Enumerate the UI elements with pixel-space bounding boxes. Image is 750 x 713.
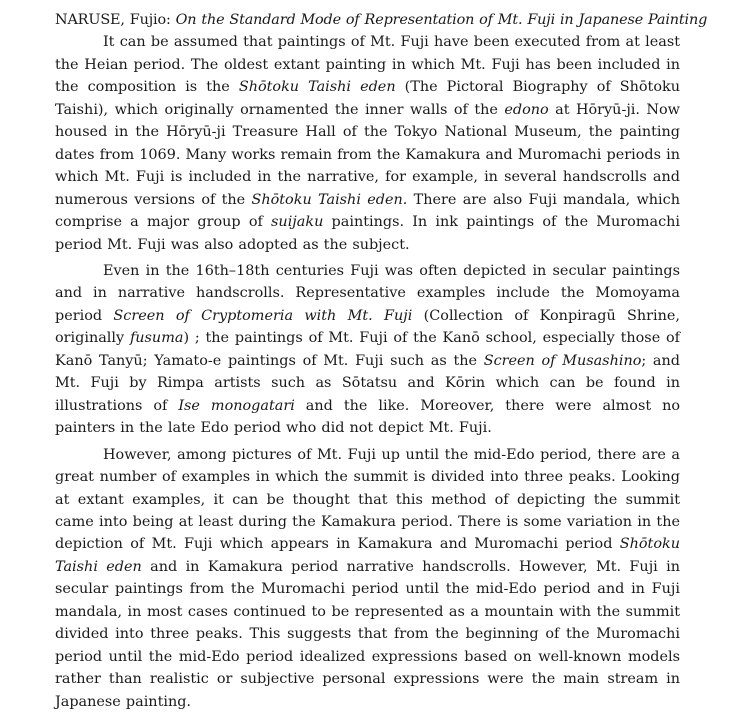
article-title: On the Standard Mode of Representation of Mt. Fuji in Japanese Painting [175,12,708,28]
heading-separator: : [166,12,176,28]
author-name: NARUSE, Fujio [55,12,166,28]
text-run: Even in the 16th–18th centuries Fuji was often depicted in secular paintings and in narrative handscrolls. Representative examples include the Momoyama period [55,262,680,324]
italic-term: Shōtoku Taishi eden. [251,191,408,208]
article [55,9,708,713]
text-run: (Collection of Konpiragū Shrine, originally [55,307,680,347]
italic-term: edono [504,101,549,118]
italic-term: Screen of Musashino [483,352,642,369]
text-run: (The Pictoral Biography of Shōtoku Taishi), which originally ornamented the inner walls of the [55,79,680,118]
text-run: ; and Mt. Fuji by Rimpa artists such as Sōtatsu and Kōrin which can be found in illustrations of [55,352,680,414]
text-run: and in Kamakura period narrative handscrolls. However, Mt. Fuji in secular paintings from the Muromachi period until the mid-Edo period and in Fuji mandala, in most cases continued to be represented as a mountain with the summit divided into three peaks. This suggests that from the beginning of the Muromachi period until the mid-Edo period idealized expressions based on well-known models rather than realistic or subjective personal expressions were the main stream in Japanese painting. [55,558,680,710]
italic-term: Shōtoku Taishi eden [55,536,680,575]
text-run: at Hōryū-ji. Now housed in the Hōryū-ji Treasure Hall of the Tokyo National Museum, the painting dates from 1069. Many works remain from the Kamakura and Muromachi periods in which Mt. Fuji is included in the narrative, for example, in several handscrolls and numerous versions of the [55,101,680,208]
text-run: ) ; the paintings of Mt. Fuji of the Kanō school, especially those of Kanō Tanyū; Yamato-e paintings of Mt. Fuji such as the [55,330,680,369]
text-run: It can be assumed that paintings of Mt. Fuji have been executed from at least the Heian period. The oldest extant painting in which Mt. Fuji has been included in the composition is the [55,34,680,96]
article-heading [55,9,708,31]
italic-term: Screen of Cryptomeria with Mt. Fuji [113,307,413,324]
text-run: However, among pictures of Mt. Fuji up until the mid-Edo period, there are a great number of examples in which the summit is divided into three peaks. Looking at extant examples, it can be thought that this method of depicting the summit came into being at least during the Kamakura period. There is some variation in the depiction of Mt. Fuji which appears in Kamakura and Muromachi period [55,446,680,553]
italic-term: fusuma [129,330,184,347]
italic-term: Shōtoku Taishi eden [238,79,396,96]
italic-term: Ise monogatari [178,397,295,414]
paragraph-1 [55,31,680,256]
paragraph-2 [55,260,680,440]
text-run: There are also Fuji mandala, which comprise a major group of [55,191,680,231]
text-run: paintings. In ink paintings of the Muromachi period Mt. Fuji was also adopted as the subject. [55,214,680,253]
italic-term: suijaku [271,214,324,231]
paragraph-3 [55,444,680,713]
text-run: and the like. Moreover, there were almost no painters in the late Edo period who did not depict Mt. Fuji. [55,397,681,437]
